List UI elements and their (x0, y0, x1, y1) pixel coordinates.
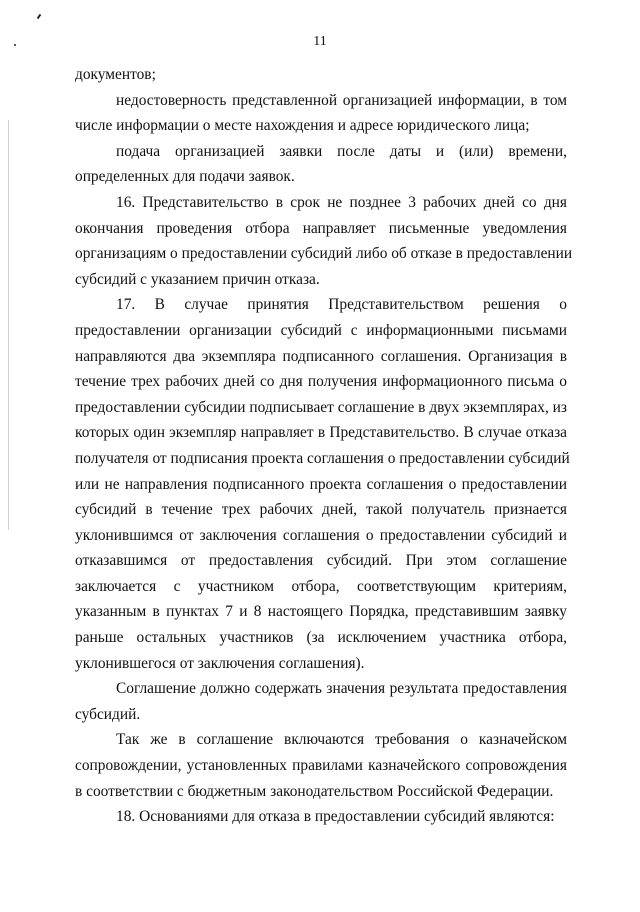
text-line: недостоверность представленной организацией информации, в том (116, 91, 567, 109)
text-line: предоставлении субсидии подписывает соглашение в двух экземплярах, из (75, 398, 567, 416)
text-line: сопровождении, установленных правилами казначейского сопровождения (75, 757, 567, 775)
text-line: уклонившимся от заключения соглашения о предоставлении субсидий и (75, 526, 567, 544)
text-line: получателя от подписания проекта соглашения о предоставлении субсидий (75, 449, 570, 467)
text-line: или не направления подписанного проекта соглашения о предоставлении (75, 475, 567, 493)
text-line: 17. В случае принятия Представительством решения о (116, 296, 567, 314)
paragraph-continuation (75, 62, 567, 88)
text-line: подача организацией заявки после даты и (или) времени, (116, 142, 567, 160)
text-line: субсидий в течение трех рабочих дней, такой получатель признается (75, 501, 567, 519)
text-line: числе информации о месте нахождения и адресе юридического лица; (75, 117, 530, 135)
text-line: документов; (75, 66, 156, 83)
paragraph-treasury-support (75, 727, 567, 804)
text-line: раньше остальных участников (за исключением участника отбора, (75, 629, 567, 647)
text-line: отказавшимся от предоставления субсидий. При этом соглашение (75, 552, 567, 570)
scan-edge-line (8, 120, 9, 530)
text-line: окончания проведения отбора направляет письменные уведомления (75, 219, 567, 237)
text-line: заключается с участником отбора, соответствующим критериям, (75, 577, 567, 595)
paragraph-inaccuracy (75, 88, 567, 139)
text-line: Соглашение должно содержать значения результата предоставления (116, 680, 567, 698)
text-line: определенных для подачи заявок. (75, 168, 295, 186)
text-line: субсидий. (75, 705, 141, 723)
text-line: 18. Основаниями для отказа в предоставлении субсидий являются: (116, 808, 555, 826)
paragraph-item-17 (75, 292, 570, 676)
text-line: направляются два экземпляра подписанного соглашения. Организация в (75, 347, 567, 365)
paragraph-item-16 (75, 190, 573, 292)
text-line: организациям о предоставлении субсидий либо об отказе в предоставлении (75, 245, 573, 263)
text-line: предоставлении организации субсидий с информационными письмами (75, 321, 567, 339)
text-line: в соответствии с бюджетным законодательством Российской Федерации. (75, 782, 554, 800)
paragraph-item-18 (75, 804, 567, 830)
text-line: субсидий с указанием причин отказа. (75, 270, 320, 288)
paragraph-late-submission (75, 139, 567, 190)
document-body (75, 62, 573, 830)
text-line: Так же в соглашение включаются требования о казначейском (116, 731, 567, 749)
text-line: уклонившегося от заключения соглашения). (75, 654, 365, 672)
paragraph-agreement-result (75, 676, 567, 727)
text-line: указанным в пунктах 7 и 8 настоящего Порядка, представившим заявку (75, 603, 567, 621)
page-number: 11 (313, 34, 327, 49)
text-line: которых один экземпляр направляет в Представительство. В случае отказа (75, 424, 567, 442)
text-line: 16. Представительство в срок не позднее 3 рабочих дней со дня (116, 193, 567, 211)
scan-mark (37, 14, 42, 19)
text-line: течение трех рабочих дней со дня получения информационного письма о (75, 373, 567, 391)
